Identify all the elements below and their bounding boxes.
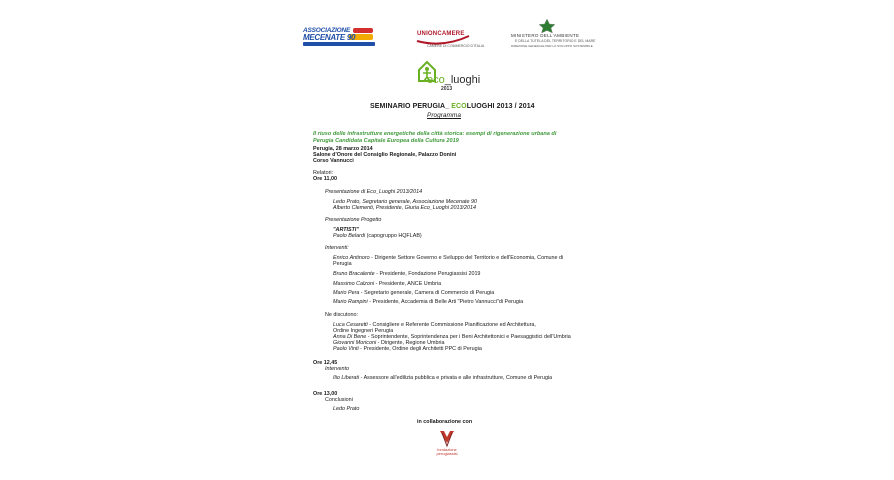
venue-date: Perugia, 28 marzo 2014 bbox=[313, 146, 373, 152]
project-artisti: "ARTISTI" bbox=[333, 227, 359, 233]
speaker-name: Massimo Calzoni bbox=[333, 281, 375, 287]
speaker-role-cont: Perugia bbox=[333, 261, 352, 267]
discutono-label: Ne discutono: bbox=[325, 312, 358, 318]
speaker-row bbox=[333, 299, 523, 305]
intro-line-1: Il riuso delle infrastrutture energetiche della città storica: esempi di rigenerazione urbana di bbox=[313, 131, 557, 137]
speaker-row bbox=[333, 255, 563, 261]
speaker-role: - Segretario generale, Camera di Commercio di Perugia bbox=[359, 290, 495, 296]
ministero-line2: E DELLA TUTELA DEL TERRITORIO E DEL MARE bbox=[515, 39, 596, 43]
eco-luoghi-wordmark bbox=[427, 74, 480, 86]
speaker-role: - Assessore all'edilizia pubblica e privata e alle infrastrutture, Comune di Perugia bbox=[359, 375, 553, 381]
title-part-eco: ECO bbox=[451, 103, 467, 110]
intro-line-2: Perugia Candidata Capitale Europea della Cultura 2019 bbox=[313, 138, 459, 144]
speaker-role: - Presidente, Accademia di Belle Arti "Pietro Vannucci"di Perugia bbox=[367, 299, 524, 305]
project-lead bbox=[333, 233, 422, 239]
page-subtitle: Programma bbox=[427, 112, 461, 119]
speaker-row bbox=[333, 375, 552, 381]
time-1245: Ore 12,45 bbox=[313, 360, 338, 366]
panel-role: - Presidente, Ordine degli Architetti PPC di Perugia bbox=[358, 346, 482, 352]
panel-name: Anna Di Bene bbox=[333, 334, 367, 340]
panel-role: - Consigliere e Referente Commissione Pianificazione ed Architettura, bbox=[367, 322, 536, 328]
eco-suffix: _luoghi bbox=[444, 74, 481, 86]
ministero-line1: MINISTERO DELL'AMBIENTE bbox=[511, 33, 580, 38]
unioncamere-sub: CAMERE DI COMMERCIO D'ITALIA bbox=[427, 44, 485, 48]
conclusion-speaker: Ledo Prato bbox=[333, 406, 360, 412]
fondazione-emblem-icon bbox=[428, 429, 466, 448]
presenter-2: Alberto Clementi, Presidente, Giuria Eco_Luoghi 2013/2014 bbox=[333, 205, 476, 211]
panel-row bbox=[333, 346, 482, 352]
panel-role: - Soprintendente, Soprintendenza per i Beni Architettonici e Paesaggistici dell'Umbria bbox=[366, 334, 571, 340]
speaker-role: - Dirigente Settore Governo e Sviluppo del Territorio e dell'Economia, Comune di bbox=[369, 255, 564, 261]
intervento-label: Intervento bbox=[325, 366, 349, 372]
fondazione-logo bbox=[428, 429, 466, 456]
fondazione-line1: fondazione bbox=[437, 447, 457, 452]
unioncamere-logo bbox=[413, 24, 485, 52]
panel-name: Giovanni Moriconi bbox=[333, 340, 377, 346]
relatori-label: Relatori: bbox=[313, 170, 334, 176]
panel-role: - Dirigente, Regione Umbria bbox=[376, 340, 445, 346]
fondazione-line2: perugiassisi bbox=[436, 451, 458, 456]
conclusioni-label: Conclusioni bbox=[325, 397, 353, 403]
speaker-name: Mario Rampini bbox=[333, 299, 368, 305]
speaker-name: Bruno Bracalente bbox=[333, 271, 375, 277]
presenter-1: Ledo Prato, Segretario generale, Associazione Mecenate 90 bbox=[333, 199, 477, 205]
page-title bbox=[370, 103, 535, 110]
speaker-row bbox=[333, 281, 441, 287]
lead-role: (capogruppo HQFLAB) bbox=[365, 233, 422, 239]
speaker-name: Enrico Antinoro bbox=[333, 255, 370, 261]
mecenate-logo-line1: ASSOCIAZIONE bbox=[303, 27, 351, 34]
title-part-c: LUOGHI 2013 / 2014 bbox=[466, 103, 535, 110]
time-1100: Ore 11,00 bbox=[313, 176, 337, 182]
panel-role-cont: Ordine Ingegneri Perugia bbox=[333, 328, 394, 334]
unioncamere-name: UNIONCAMERE bbox=[417, 31, 465, 37]
venue-place: Salone d'Onore del Consiglio Regionale, Palazzo Donini bbox=[313, 152, 457, 158]
title-part-a: SEMINARIO PERUGIA_ bbox=[370, 103, 452, 110]
venue-street: Corso Vannucci bbox=[313, 158, 354, 164]
panel-name: Luca Cesaretti bbox=[333, 322, 368, 328]
lead-name: Paolo Belardi bbox=[333, 233, 366, 239]
presentation-1-label: Presentazione di Eco_Luoghi 2013/2014 bbox=[325, 189, 423, 195]
mecenate-logo-line2: MECENATE 90 bbox=[303, 33, 356, 42]
speaker-row bbox=[333, 290, 494, 296]
ministero-logo bbox=[506, 18, 596, 54]
fondazione-text bbox=[428, 448, 466, 456]
speaker-name: Ilio Liberati bbox=[333, 375, 360, 381]
eco-year: 2013 bbox=[441, 86, 453, 92]
panel-name: Paolo Vinti bbox=[333, 346, 359, 352]
presentation-2-label: Presentazione Progetto bbox=[325, 217, 382, 223]
logo-bar-blue bbox=[303, 42, 375, 46]
speaker-name: Mario Pera bbox=[333, 290, 360, 296]
eco-prefix: eco bbox=[427, 74, 445, 86]
mecenate-logo bbox=[303, 27, 373, 49]
speaker-role: - Presidente, Fondazione Perugiassisi 2019 bbox=[374, 271, 481, 277]
logo-bar-red bbox=[353, 28, 373, 33]
star-emblem-icon bbox=[506, 18, 588, 34]
speaker-row bbox=[333, 271, 480, 277]
interventi-label: Interventi: bbox=[325, 245, 349, 251]
collaboration-label: in collaborazione con bbox=[417, 419, 473, 425]
ministero-line3: DIREZIONE GENERALE PER LO SVILUPPO SOSTENIBILE bbox=[511, 44, 593, 48]
eco-luoghi-logo bbox=[415, 60, 481, 96]
speaker-role: - Presidente, ANCE Umbria bbox=[374, 281, 442, 287]
time-1300: Ore 13,00 bbox=[313, 391, 338, 397]
